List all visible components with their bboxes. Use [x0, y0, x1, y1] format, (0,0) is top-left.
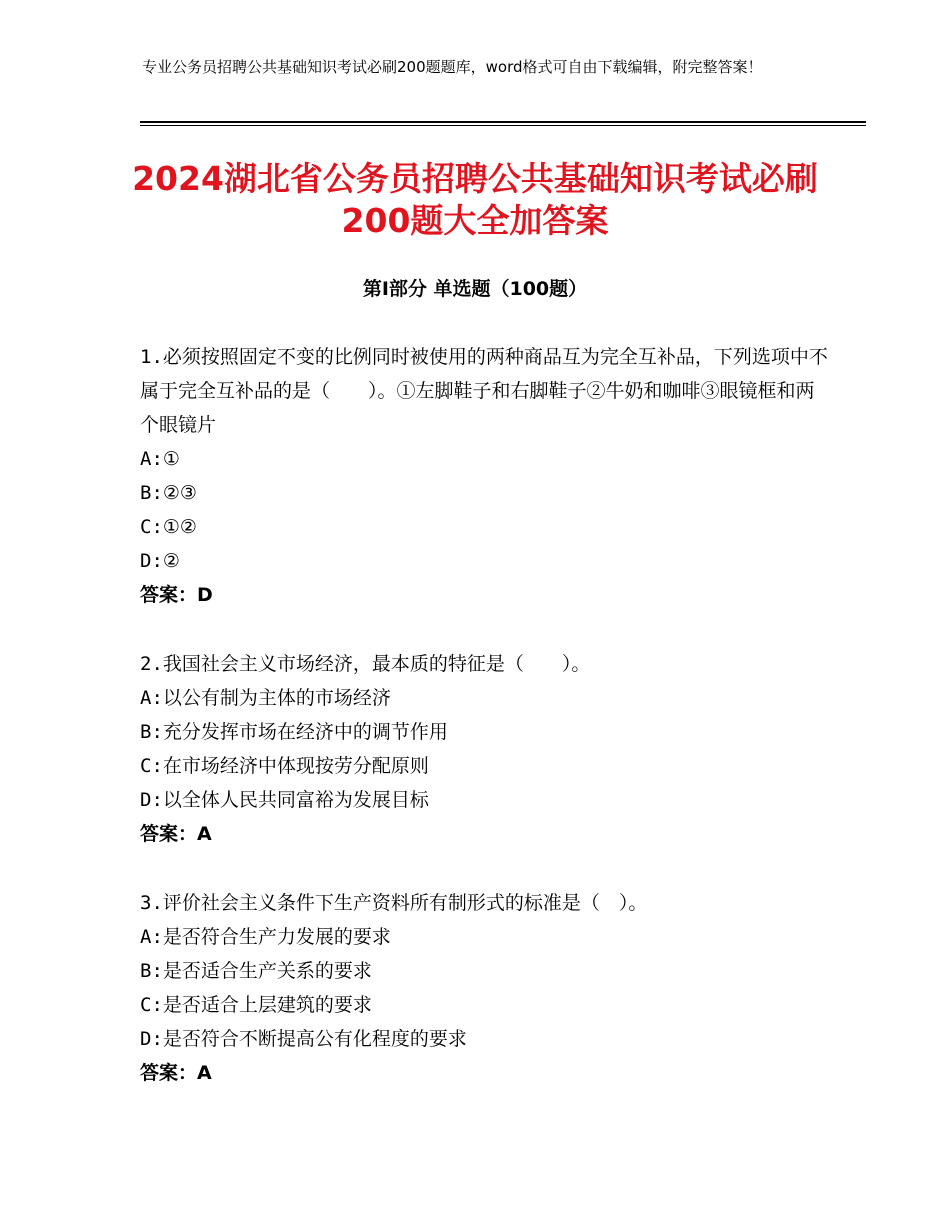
option-c: C:①② — [140, 516, 197, 538]
option-a: A:① — [140, 448, 180, 470]
option-d: D:是否符合不断提高公有化程度的要求 — [140, 1028, 467, 1050]
document-title: 2024湖北省公务员招聘公共基础知识考试必刷200题大全加答案 — [132, 159, 818, 240]
section-title: 第Ⅰ部分 单选题（100题） — [362, 278, 588, 300]
question-text: 3.评价社会主义条件下生产资料所有制形式的标准是（ ）。 — [140, 892, 648, 914]
option-d: D:以全体人民共同富裕为发展目标 — [140, 789, 429, 811]
answer: 答案：A — [140, 1062, 212, 1084]
answer: 答案：D — [140, 584, 213, 606]
question-text: 1.必须按照固定不变的比例同时被使用的两种商品互为完全互补品，下列选项中不属于完全互补品的是（ ）。①左脚鞋子和右脚鞋子②牛奶和咖啡③眼镜框和两个眼镜片 — [140, 346, 828, 436]
header-note: 专业公务员招聘公共基础知识考试必刷200题题库，word格式可自由下载编辑，附完整答案！ — [142, 58, 763, 76]
question-3 — [140, 886, 830, 1090]
header-rule-thick — [140, 121, 866, 123]
question-1 — [140, 340, 830, 612]
question-text: 2.我国社会主义市场经济，最本质的特征是（ ）。 — [140, 653, 591, 675]
question-2 — [140, 647, 830, 851]
option-b: B:充分发挥市场在经济中的调节作用 — [140, 721, 448, 743]
option-a: A:以公有制为主体的市场经济 — [140, 687, 391, 709]
option-b: B:②③ — [140, 482, 197, 504]
option-c: C:是否适合上层建筑的要求 — [140, 994, 372, 1016]
answer: 答案：A — [140, 823, 212, 845]
option-c: C:在市场经济中体现按劳分配原则 — [140, 755, 429, 777]
header-rule-thin — [140, 125, 866, 126]
option-a: A:是否符合生产力发展的要求 — [140, 926, 391, 948]
option-b: B:是否适合生产关系的要求 — [140, 960, 372, 982]
option-d: D:② — [140, 550, 180, 572]
